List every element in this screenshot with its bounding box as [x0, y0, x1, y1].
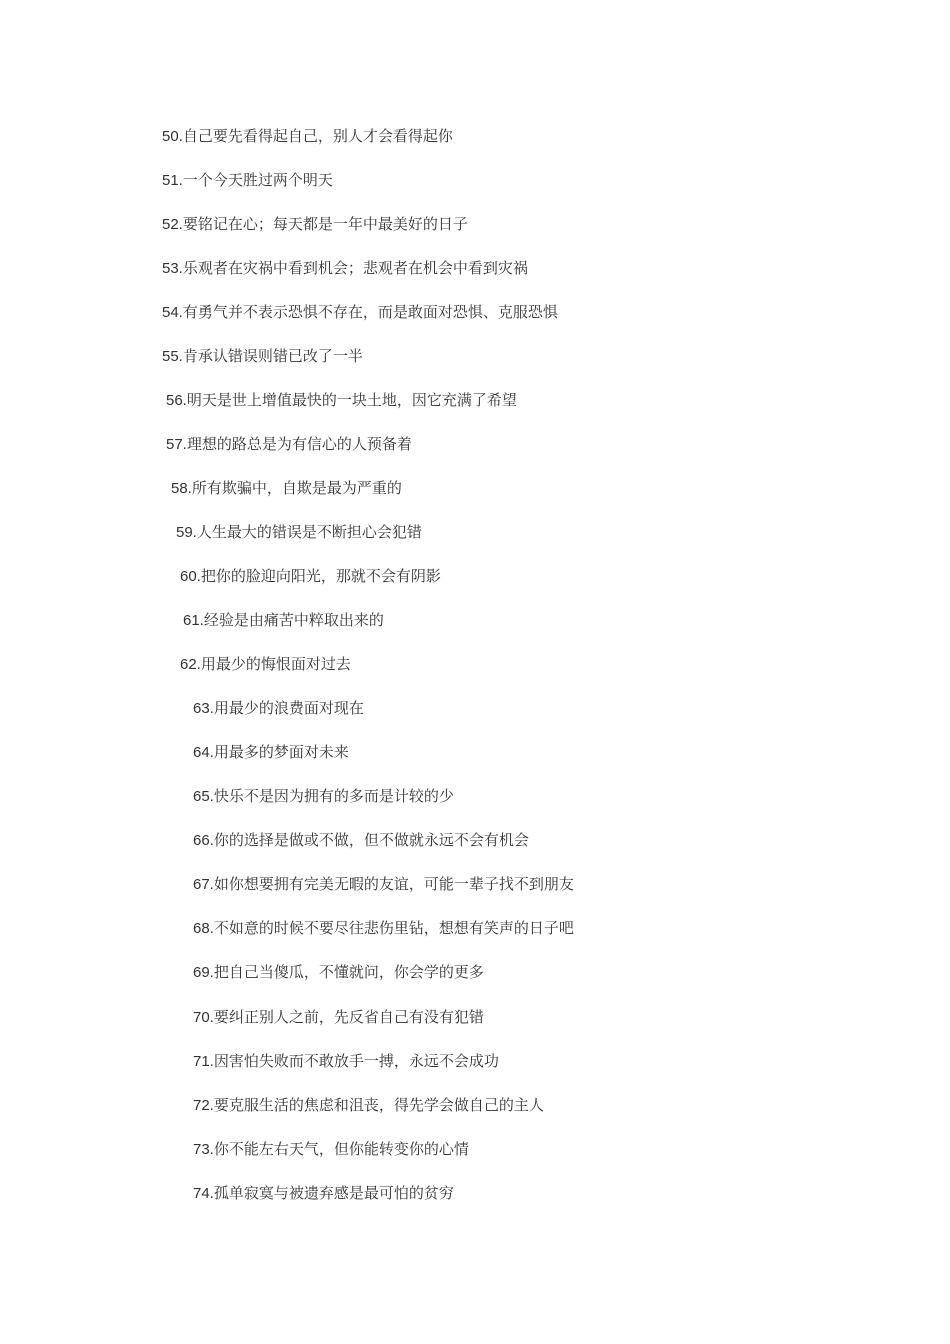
quote-text: 你的选择是做或不做，但不做就永远不会有机会 [213, 831, 529, 849]
quote-number: 66. [193, 832, 214, 849]
quote-line [193, 1095, 544, 1116]
quote-text: 孤单寂寞与被遗弃感是最可怕的贫穷 [213, 1184, 454, 1202]
quote-number: 64. [193, 744, 214, 761]
quote-number: 54. [162, 304, 183, 321]
quote-number: 58. [171, 480, 192, 497]
quote-line [180, 566, 441, 587]
quote-line [193, 1139, 469, 1160]
quote-number: 53. [162, 260, 183, 277]
quote-text: 自己要先看得起自己，别人才会看得起你 [182, 127, 453, 145]
quote-text: 不如意的时候不要尽往悲伤里钻，想想有笑声的日子吧 [213, 919, 574, 937]
quote-line [193, 1183, 454, 1204]
quote-text: 把你的脸迎向阳光，那就不会有阴影 [200, 567, 441, 585]
quote-number: 60. [180, 568, 201, 585]
quote-line [162, 302, 558, 323]
quote-line [193, 830, 529, 851]
quote-text: 人生最大的错误是不断担心会犯错 [196, 523, 422, 541]
quote-number: 70. [193, 1009, 214, 1026]
quote-line [193, 1007, 484, 1028]
quote-text: 因害怕失败而不敢放手一搏，永远不会成功 [213, 1052, 499, 1070]
quote-line [166, 390, 517, 411]
quote-line [180, 654, 351, 675]
quote-line [183, 610, 384, 631]
quote-text: 如你想要拥有完美无暇的友谊，可能一辈子找不到朋友 [213, 875, 574, 893]
quote-number: 51. [162, 172, 183, 189]
quote-number: 67. [193, 876, 214, 893]
quote-text: 要克服生活的焦虑和沮丧，得先学会做自己的主人 [213, 1096, 544, 1114]
quote-number: 68. [193, 920, 214, 937]
quote-line [162, 170, 333, 191]
quote-line [193, 1051, 499, 1072]
quote-line [162, 258, 528, 279]
quote-number: 71. [193, 1053, 214, 1070]
quote-text: 你不能左右天气，但你能转变你的心情 [213, 1140, 469, 1158]
quote-number: 61. [183, 612, 204, 629]
quote-text: 经验是由痛苦中粹取出来的 [203, 611, 384, 629]
quote-number: 62. [180, 656, 201, 673]
quote-text: 明天是世上增值最快的一块土地，因它充满了希望 [186, 391, 517, 409]
quote-number: 69. [193, 964, 214, 981]
quote-number: 74. [193, 1185, 214, 1202]
quote-line [162, 346, 363, 367]
quote-line [193, 918, 574, 939]
quote-number: 50. [162, 128, 183, 145]
quote-text: 用最少的悔恨面对过去 [200, 655, 351, 673]
quote-line [193, 874, 574, 895]
quote-text: 快乐不是因为拥有的多而是计较的少 [213, 787, 454, 805]
quote-text: 乐观者在灾祸中看到机会；悲观者在机会中看到灾祸 [182, 259, 528, 277]
quote-number: 56. [166, 392, 187, 409]
quote-number: 72. [193, 1097, 214, 1114]
quote-text: 理想的路总是为有信心的人预备着 [186, 435, 412, 453]
quote-line [162, 126, 453, 147]
quote-line [193, 742, 349, 763]
quote-line [193, 698, 364, 719]
quote-number: 59. [176, 524, 197, 541]
quote-text: 有勇气并不表示恐惧不存在，而是敢面对恐惧、克服恐惧 [182, 303, 558, 321]
quote-line [193, 962, 484, 983]
quote-line [176, 522, 422, 543]
quote-number: 73. [193, 1141, 214, 1158]
quote-number: 57. [166, 436, 187, 453]
quote-text: 把自己当傻瓜，不懂就问，你会学的更多 [213, 963, 484, 981]
quote-text: 要纠正别人之前，先反省自己有没有犯错 [213, 1008, 484, 1026]
quote-number: 65. [193, 788, 214, 805]
quote-number: 52. [162, 216, 183, 233]
quote-line [193, 786, 454, 807]
quote-text: 肯承认错误则错已改了一半 [182, 347, 363, 365]
quote-text: 一个今天胜过两个明天 [182, 171, 333, 189]
quote-number: 63. [193, 700, 214, 717]
quote-text: 用最少的浪费面对现在 [213, 699, 364, 717]
quote-line [171, 478, 402, 499]
quote-number: 55. [162, 348, 183, 365]
quote-line [162, 214, 468, 235]
quote-line [166, 434, 412, 455]
quote-text: 所有欺骗中，自欺是最为严重的 [191, 479, 402, 497]
quote-text: 用最多的梦面对未来 [213, 743, 349, 761]
quote-text: 要铭记在心；每天都是一年中最美好的日子 [182, 215, 468, 233]
